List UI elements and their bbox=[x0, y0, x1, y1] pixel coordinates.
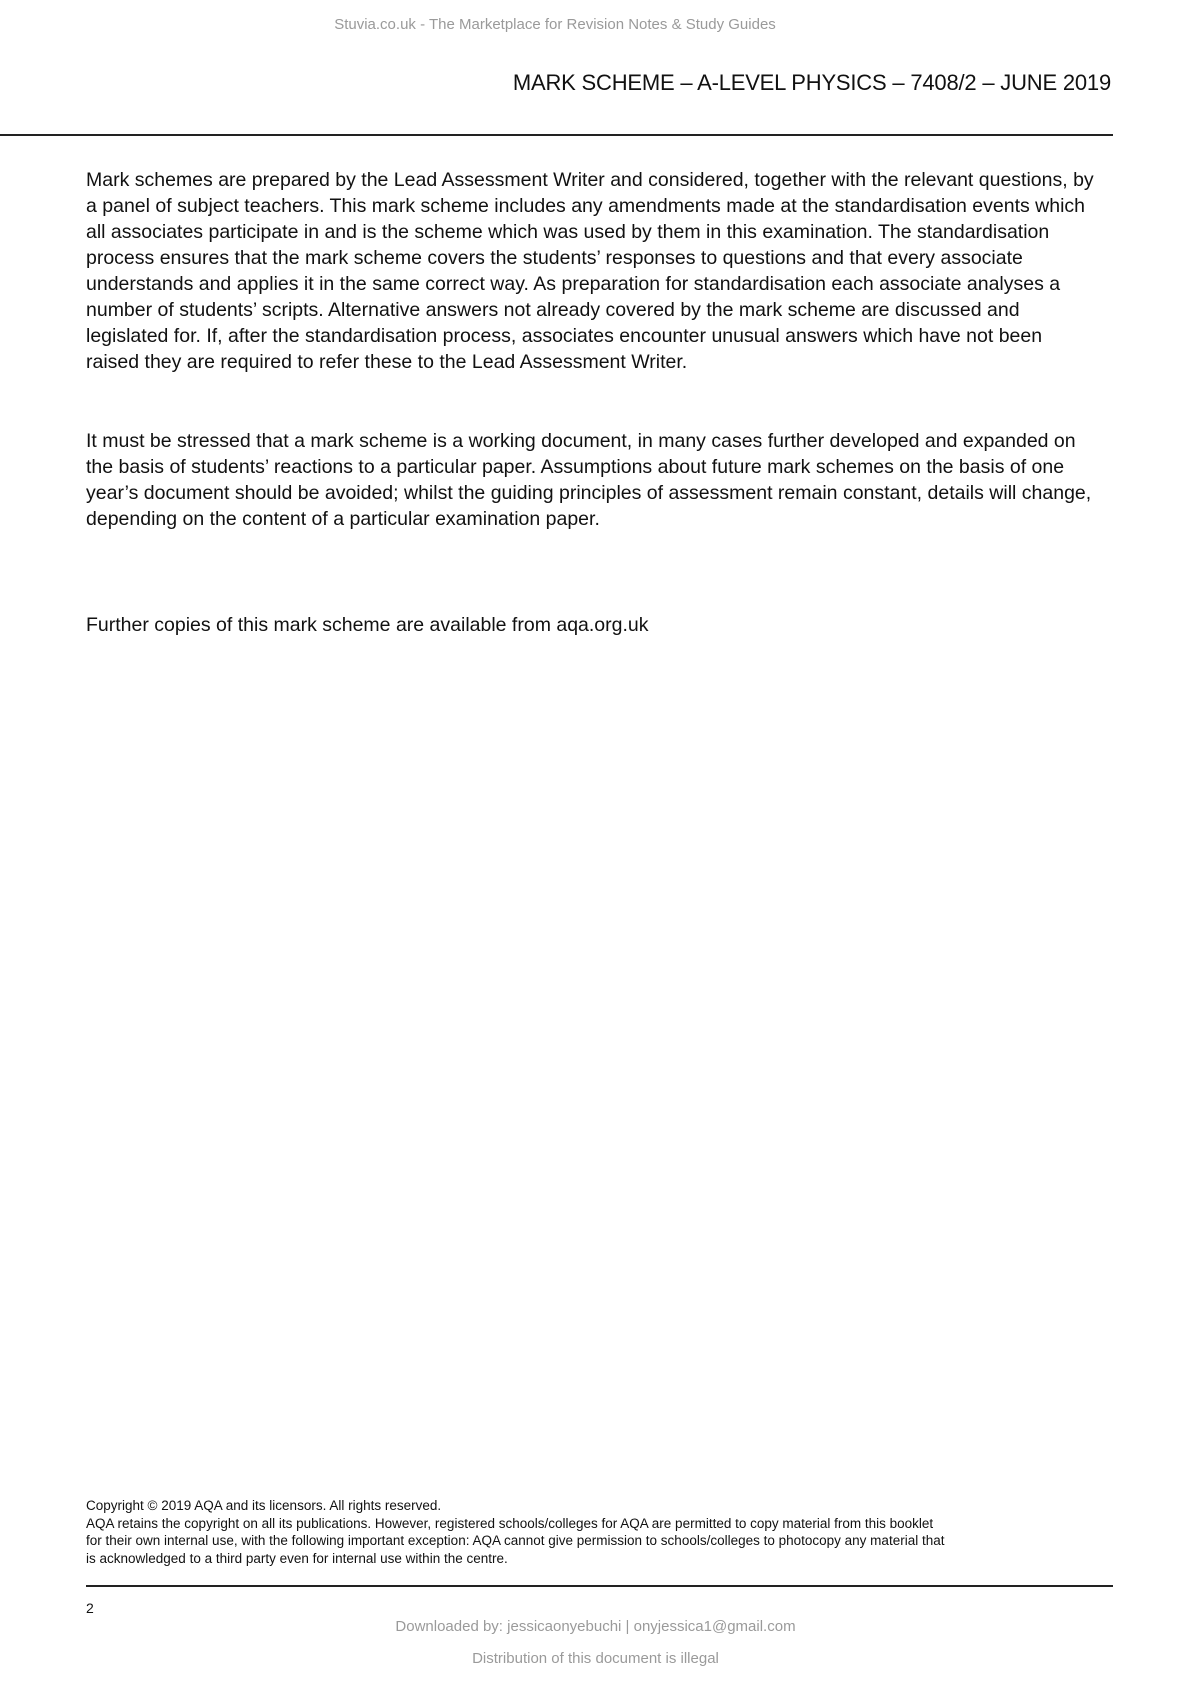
working-document-paragraph: It must be stressed that a mark scheme is a working document, in many cases further developed and expanded on the basis of students’ reactions to a particular paper. Assumptions about future mark schemes on the basis of one year’s document should be avoided; whilst the guiding principles of assessment remain constant, details will change, depending on the content of a particular examination paper. bbox=[86, 430, 1092, 530]
copyright-line-4: is acknowledged to a third party even for internal use within the centre. bbox=[86, 1550, 508, 1566]
running-header-title: MARK SCHEME – A-LEVEL PHYSICS – 7408/2 – JUNE 2019 bbox=[512, 70, 1111, 95]
copyright-notice bbox=[86, 1497, 1116, 1567]
download-watermark: Downloaded by: jessicaonyebuchi | onyjessica1@gmail.com bbox=[395, 1618, 796, 1635]
distribution-watermark: Distribution of this document is illegal bbox=[472, 1650, 719, 1667]
stuvia-banner: Stuvia.co.uk - The Marketplace for Revision Notes & Study Guides bbox=[334, 16, 776, 33]
intro-paragraph: Mark schemes are prepared by the Lead Assessment Writer and considered, together with the relevant questions, by a panel of subject teachers. This mark scheme includes any amendments made at the standardisation events which all associates participate in and is the scheme which was used by them in this examination. The standardisation process ensures that the mark scheme covers the students’ responses to questions and that every associate understands and applies it in the same correct way. As preparation for standardisation each associate analyses a number of students’ scripts. Alternative answers not already covered by the mark scheme are discussed and legislated for. If, after the standardisation process, associates encounter unusual answers which have not been raised they are required to refer these to the Lead Assessment Writer. bbox=[86, 169, 1094, 373]
page-number: 2 bbox=[86, 1600, 94, 1616]
footer-divider bbox=[86, 1585, 1113, 1587]
header-divider bbox=[0, 134, 1113, 136]
further-copies-paragraph: Further copies of this mark scheme are available from aqa.org.uk bbox=[86, 614, 649, 636]
copyright-line-2: AQA retains the copyright on all its publications. However, registered schools/colleges for AQA are permitted to copy material from this booklet bbox=[86, 1515, 934, 1531]
copyright-line-1: Copyright © 2019 AQA and its licensors. All rights reserved. bbox=[86, 1498, 442, 1513]
copyright-line-3: for their own internal use, with the following important exception: AQA cannot give permission to schools/colleges to photocopy any material that bbox=[86, 1533, 945, 1548]
